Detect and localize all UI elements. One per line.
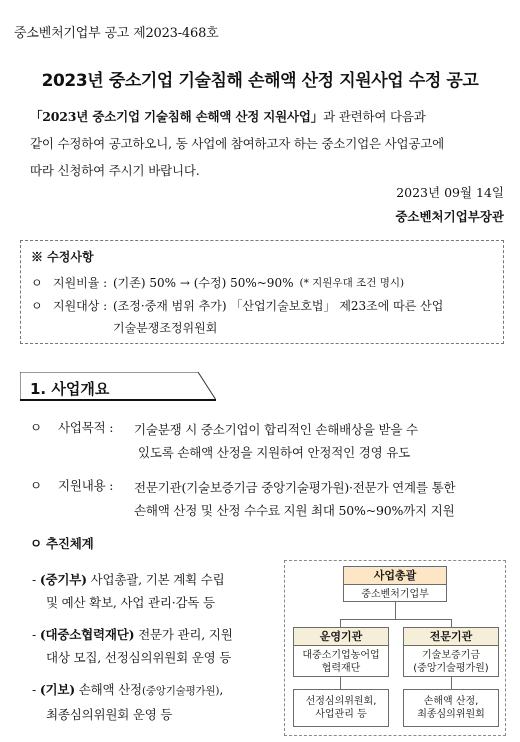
role-line-2: 대상 모집, 선정심의위원회 운영 등 (46, 650, 232, 665)
role-item-mss (32, 568, 282, 614)
role-line-2: 최종심의위원회 운영 등 (46, 707, 173, 722)
role-org: (대중소협력재단) (39, 627, 135, 642)
role-item-foundation (32, 623, 282, 669)
role-line-2: 및 예산 확보, 사업 관리·감독 등 (46, 595, 215, 610)
role-small: (중앙기술평가원) (141, 685, 220, 697)
bullet: ㅇ (30, 420, 42, 435)
dash: - (32, 682, 37, 697)
role-line-1: 손해액 산정 (75, 682, 142, 697)
role-org: (기보) (39, 682, 75, 697)
box-body-line: 대중소기업농어업 (302, 650, 380, 661)
bullet: ㅇ (31, 299, 43, 313)
change-text: (조정·중재 범위 추가) 「산업기술보호법」 제23조에 따른 산업 (113, 299, 444, 313)
change-label: 지원대상 : (53, 299, 108, 313)
role-item-kibo (32, 678, 282, 726)
changes-box (20, 240, 504, 344)
bullet: ㅇ (31, 276, 43, 290)
intro-line-1-rest: 과 관련하여 다음과 (323, 109, 426, 124)
intro-paragraph (30, 103, 506, 184)
intro-highlight: 「2023년 중소기업 기술침해 손해액 산정 지원사업」 (30, 109, 324, 124)
intro-line-3: 따라 신청하여 주시기 바랍니다. (30, 163, 200, 178)
change-label: 지원비율 : (53, 276, 108, 290)
box-expert-duties (403, 689, 499, 727)
box-body-line: 협력재단 (321, 663, 361, 674)
box-body (404, 646, 498, 678)
box-title: 전문기관 (404, 628, 498, 646)
content-label: 지원내용 : (58, 478, 114, 493)
page-title: 2023년 중소기업 기술침해 손해액 산정 지원사업 수정 공고 (41, 71, 479, 91)
change-note: (* 지원우대 조건 명시) (299, 277, 405, 289)
box-body: 중소벤처기업부 (361, 589, 429, 600)
section-header (20, 372, 216, 401)
box-top-overall (343, 566, 447, 602)
role-line-1-end: , (219, 682, 224, 697)
box-body-line: 선정심의위원회, (305, 696, 377, 707)
box-body-line: 최종심의위원회 (417, 709, 485, 720)
content-line-2: 손해액 산정 및 산정 수수료 지원 최대 50%~90%까지 지원 (134, 503, 455, 518)
purpose-line-2: 있도록 손해액 산정을 지원하여 안정적인 경영 유도 (138, 445, 411, 460)
box-operating-duties (293, 689, 389, 727)
dash: - (32, 627, 37, 642)
intro-line-2: 같이 수정하여 공고하오니, 동 사업에 참여하고자 하는 중소기업은 사업공고에 (30, 136, 444, 151)
change-item-ratio (31, 272, 493, 295)
org-diagram (284, 560, 506, 736)
content-text (134, 476, 512, 522)
box-body-line: 사업관리 등 (315, 709, 367, 720)
change-text-continued: 기술분쟁조정위원회 (113, 321, 218, 335)
box-title: 사업총괄 (344, 567, 446, 585)
section-title: 1. 사업개요 (30, 380, 110, 398)
connector-line (340, 619, 452, 620)
box-body-line: (중앙기술평가원) (413, 663, 489, 674)
box-body (294, 646, 388, 678)
dash: - (32, 572, 37, 587)
box-title: 운영기관 (294, 628, 388, 646)
connector-line (451, 619, 452, 627)
connector-line (340, 619, 341, 627)
changes-heading: ※ 수정사항 (31, 250, 94, 264)
box-operating-agency (293, 627, 389, 677)
issuer-name: 중소벤처기업부장관 (395, 209, 504, 224)
intro-line-1 (30, 103, 506, 130)
content-line-1: 전문기관(기술보증기금 중앙기술평가원)·전문가 연계를 통한 (134, 480, 456, 495)
box-body-line: 손해액 산정, (423, 696, 479, 707)
roles-list (32, 568, 282, 735)
connector-line (451, 677, 452, 689)
bullet: ㅇ (30, 478, 42, 493)
box-expert-agency (403, 627, 499, 677)
purpose-line-1: 기술분쟁 시 중소기업이 합리적인 손해배상을 받을 수 (134, 422, 418, 437)
role-line-1: 전문가 관리, 지원 (134, 627, 233, 642)
notice-number: 중소벤처기업부 공고 제2023-468호 (14, 26, 219, 41)
announcement-date: 2023년 09월 14일 (396, 185, 504, 200)
change-text: (기존) 50% → (수정) 50%~90% (113, 276, 294, 290)
purpose-label: 사업목적 : (58, 420, 114, 435)
role-org: (중기부) (39, 572, 87, 587)
system-heading: ㅇ 추진체계 (30, 536, 94, 551)
change-item-target (31, 295, 493, 318)
role-line-1: 사업총괄, 기본 계획 수립 (86, 572, 225, 587)
purpose-text (134, 418, 512, 464)
box-body-line: 기술보증기금 (422, 650, 480, 661)
connector-line (340, 677, 341, 689)
